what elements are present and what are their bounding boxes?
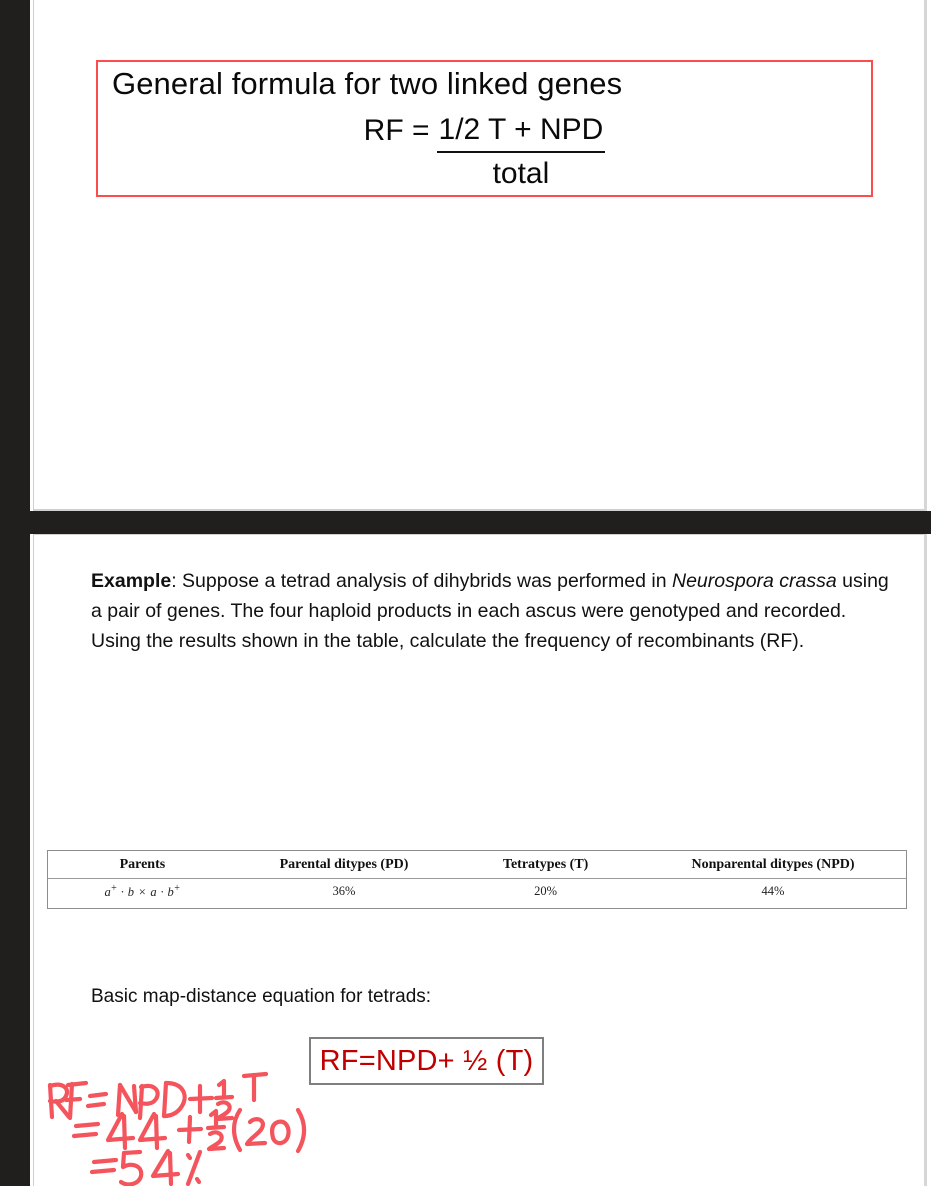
formula-fraction — [437, 110, 606, 195]
table-header-npd: Nonparental ditypes (NPD) — [640, 851, 906, 879]
table-header-t: Tetratypes (T) — [451, 851, 640, 879]
rf-equation-text: RF=NPD+ ½ (T) — [319, 1044, 534, 1077]
genotype-a-superscript: + — [111, 883, 118, 894]
genotype-a: a — [104, 885, 112, 900]
example-paragraph — [91, 566, 896, 656]
general-formula-box — [96, 60, 873, 197]
example-text-b: using a pair of genes. The four haploid products in each ascus were genotyped and recorded. — [91, 570, 889, 622]
page-separator — [0, 511, 931, 534]
species-name: Neurospora crassa — [671, 570, 837, 592]
example-text-a: : Suppose a tetrad analysis of dihybrids was performed in — [171, 570, 672, 592]
map-distance-label: Basic map-distance equation for tetrads: — [91, 986, 432, 1007]
viewer-left-gutter — [0, 0, 30, 1186]
table-header-row — [48, 851, 906, 879]
slide-page-1 — [33, 0, 925, 511]
example-label: Example — [91, 570, 172, 592]
tetrad-results-table — [47, 850, 907, 909]
formula-equation — [98, 110, 871, 195]
cell-pd-value: 36% — [332, 884, 356, 899]
slide-page-2 — [33, 534, 925, 1186]
cell-t-value: 20% — [534, 884, 558, 899]
rf-equation-box — [309, 1037, 544, 1085]
cell-npd-value: 44% — [761, 884, 785, 899]
formula-numerator: 1/2 T + NPD — [437, 110, 606, 153]
genotype-b-superscript: + — [174, 883, 181, 894]
viewer-right-gutter — [925, 0, 931, 1186]
table-header-parents: Parents — [48, 851, 237, 879]
formula-equation-lhs: RF = — [363, 114, 430, 147]
example-line-2: Using the results shown in the table, calculate the frequency of recombinants (RF). — [91, 630, 805, 652]
table-header-pd: Parental ditypes (PD) — [237, 851, 452, 879]
formula-denominator: total — [492, 157, 550, 190]
genotype-middle: · b × a · b — [117, 885, 175, 900]
table-row — [48, 879, 906, 909]
formula-title: General formula for two linked genes — [112, 66, 623, 101]
cell-parents-genotype — [48, 879, 237, 909]
example-line-1 — [91, 566, 896, 626]
